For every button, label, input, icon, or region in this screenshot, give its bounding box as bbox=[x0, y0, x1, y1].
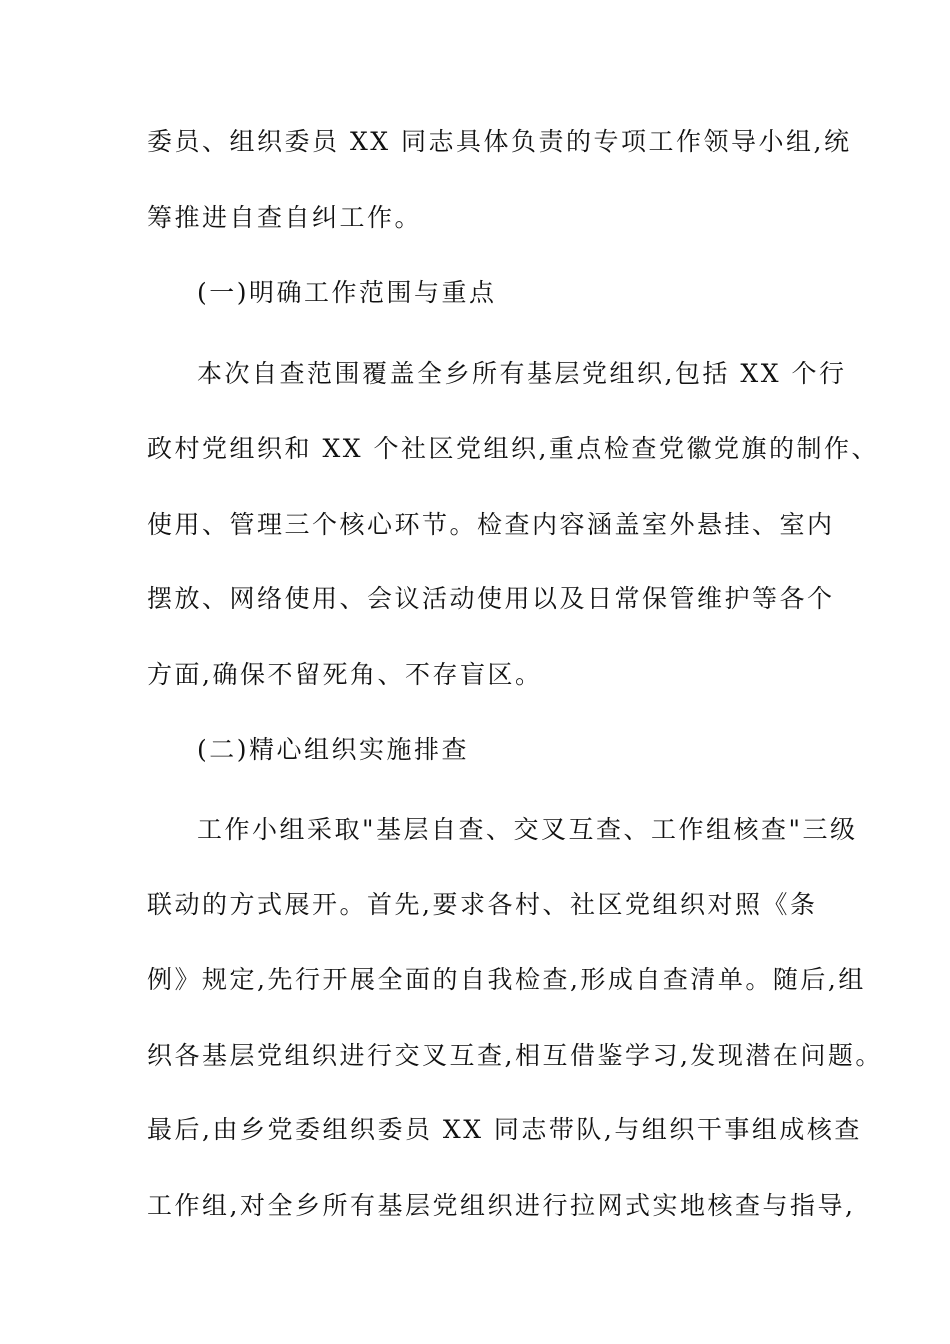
text-line: 工作小组采取"基层自查、交叉互查、工作组核查"三级 bbox=[197, 815, 858, 844]
section-heading: (二)精心组织实施排查 bbox=[197, 735, 470, 764]
text-line: 政村党组织和 XX 个社区党组织,重点检查党徽党旗的制作、 bbox=[147, 434, 879, 463]
text-line: 委员、组织委员 XX 同志具体负责的专项工作领导小组,统 bbox=[147, 127, 852, 156]
text-line: 联动的方式展开。首先,要求各村、社区党组织对照《条 bbox=[147, 890, 818, 919]
text-line: 方面,确保不留死角、不存盲区。 bbox=[147, 660, 543, 689]
text-line: 最后,由乡党委组织委员 XX 同志带队,与组织干事组成核查 bbox=[147, 1115, 862, 1144]
text-line: 工作组,对全乡所有基层党组织进行拉网式实地核查与指导, bbox=[147, 1191, 856, 1220]
text-line: 例》规定,先行开展全面的自我检查,形成自查清单。随后,组 bbox=[147, 965, 866, 994]
section-heading: (一)明确工作范围与重点 bbox=[197, 278, 497, 307]
text-line: 本次自查范围覆盖全乡所有基层党组织,包括 XX 个行 bbox=[197, 359, 847, 388]
text-line: 织各基层党组织进行交叉互查,相互借鉴学习,发现潜在问题。 bbox=[147, 1041, 883, 1070]
text-line: 摆放、网络使用、会议活动使用以及日常保管维护等各个 bbox=[147, 584, 835, 613]
text-line: 筹推进自查自纠工作。 bbox=[147, 203, 423, 232]
text-line: 使用、管理三个核心环节。检查内容涵盖室外悬挂、室内 bbox=[147, 510, 835, 539]
